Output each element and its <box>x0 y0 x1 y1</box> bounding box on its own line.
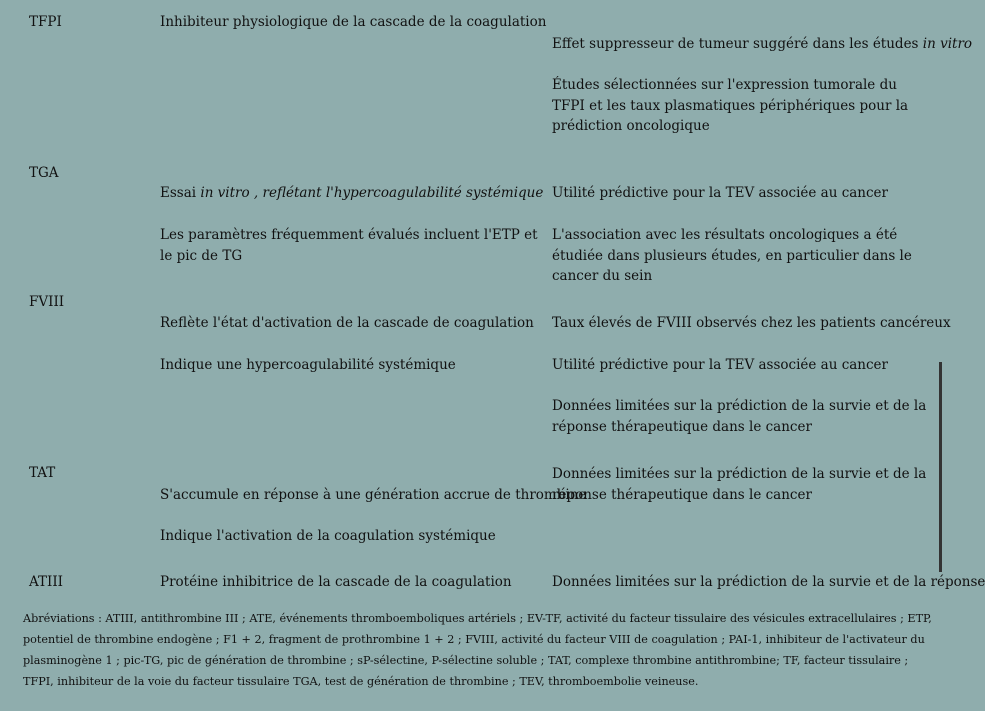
marker-atiii: ATIII <box>29 574 64 590</box>
atiii-evidence-1: Données limitées sur la prédiction de la survie et de la réponse <box>552 574 985 590</box>
marker-tga: TGA <box>29 165 59 181</box>
fviii-mechanism-1: Reflète l'état d'activation de la cascade de coagulation <box>160 315 534 331</box>
tga-evidence-2: L'association avec les résultats oncologiques a été étudiée dans plusieurs études, en particulier dans le cancer du sein <box>552 227 912 284</box>
marker-fviii: FVIII <box>29 294 65 310</box>
tga-mechanism-1: Essai in vitro , reflétant l'hypercoagulabilité systémique <box>160 185 544 201</box>
fviii-evidence-3: Données limitées sur la prédiction de la survie et de la réponse thérapeutique dans le cancer <box>552 398 927 435</box>
fviii-evidence-1: Taux élevés de FVIII observés chez les patients cancéreux <box>552 315 951 331</box>
fviii-evidence-2: Utilité prédictive pour la TEV associée au cancer <box>552 357 889 373</box>
tfpi-mechanism-1: Inhibiteur physiologique de la cascade de la coagulation <box>160 14 547 30</box>
tat-mechanism-1: S'accumule en réponse à une génération accrue de thrombine <box>160 487 587 503</box>
marker-tat: TAT <box>29 465 56 481</box>
abbreviations-footnote: Abréviations : ATIII, antithrombine III ; ATE, événements thromboemboliques artériels ; EV-TF, activité du facteur tissulaire des vésicules extracellulaires ; ETP, potentiel de thrombine endogène ; F1 + 2, fragment de prothrombine 1 + 2 ; FVIII, activité du facteur VIII de coagulation ; PAI-1, inhibiteur de l'activateur du plasminogène 1 ; pic-TG, pic de génération de thrombine ; sP-sélectine, P-sélectine soluble ; TAT, complexe thrombine antithrombine; TF, facteur tissulaire ; TFPI, inhibiteur de la voie du facteur tissulaire TGA, test de génération de thrombine ; TEV, thromboembolie veineuse. <box>23 612 932 688</box>
fviii-mechanism-2: Indique une hypercoagulabilité systémique <box>160 357 456 373</box>
tga-mechanism-2: Les paramètres fréquemment évalués incluent l'ETP et le pic de TG <box>160 227 538 264</box>
tfpi-evidence-1: Effet suppresseur de tumeur suggéré dans les études in vitro <box>552 36 973 52</box>
scrollbar[interactable] <box>939 362 942 572</box>
tat-mechanism-2: Indique l'activation de la coagulation systémique <box>160 528 496 544</box>
atiii-mechanism-1: Protéine inhibitrice de la cascade de la coagulation <box>160 574 512 590</box>
marker-tfpi: TFPI <box>29 14 62 30</box>
tga-evidence-1: Utilité prédictive pour la TEV associée au cancer <box>552 185 889 201</box>
tat-evidence-1: Données limitées sur la prédiction de la survie et de la réponse thérapeutique dans le cancer <box>552 466 927 503</box>
tfpi-evidence-2: Études sélectionnées sur l'expression tumorale du TFPI et les taux plasmatiques périphériques pour la prédiction oncologique <box>552 77 909 134</box>
